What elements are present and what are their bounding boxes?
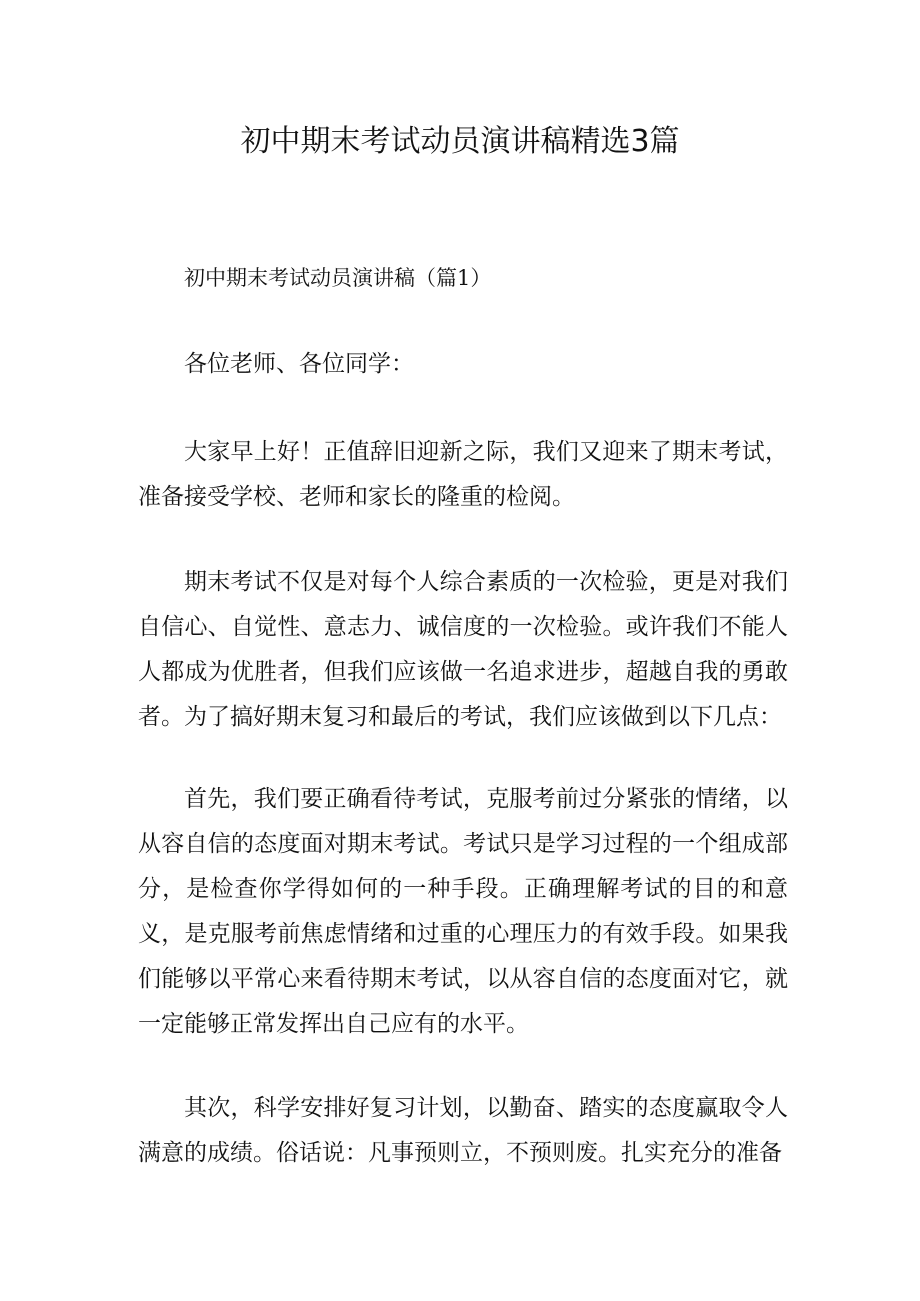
paragraph-3: 首先，我们要正确看待考试，克服考前过分紧张的情绪，以从容自信的态度面对期末考试。考试只是学习过程的一个组成部分，是检查你学得如何的一种手段。正确理解考试的目的和意义，是克服考前焦虑情绪和过重的心理压力的有效手段。如果我们能够以平常心来看待期末考试，以从容自信的态度面对它，就一定能够正常发挥出自己应有的水平。	[138, 786, 788, 1037]
salutation: 各位老师、各位同学：	[184, 351, 414, 377]
paragraph-2: 期末考试不仅是对每个人综合素质的一次检验，更是对我们自信心、自觉性、意志力、诚信度的一次检验。或许我们不能人人都成为优胜者，但我们应该做一名追求进步，超越自我的勇敢者。为了搞好期末复习和最后的考试，我们应该做到以下几点：	[138, 569, 788, 730]
document-title: 初中期末考试动员演讲稿精选3篇	[240, 124, 680, 159]
paragraph-4: 其次，科学安排好复习计划，以勤奋、踏实的态度赢取令人满意的成绩。俗话说：凡事预则立，不预则废。扎实充分的准备	[138, 1095, 788, 1166]
paragraph-1: 大家早上好！正值辞旧迎新之际，我们又迎来了期末考试，准备接受学校、老师和家长的隆重的检阅。	[138, 439, 788, 510]
section-heading: 初中期末考试动员演讲稿（篇1）	[184, 266, 492, 290]
